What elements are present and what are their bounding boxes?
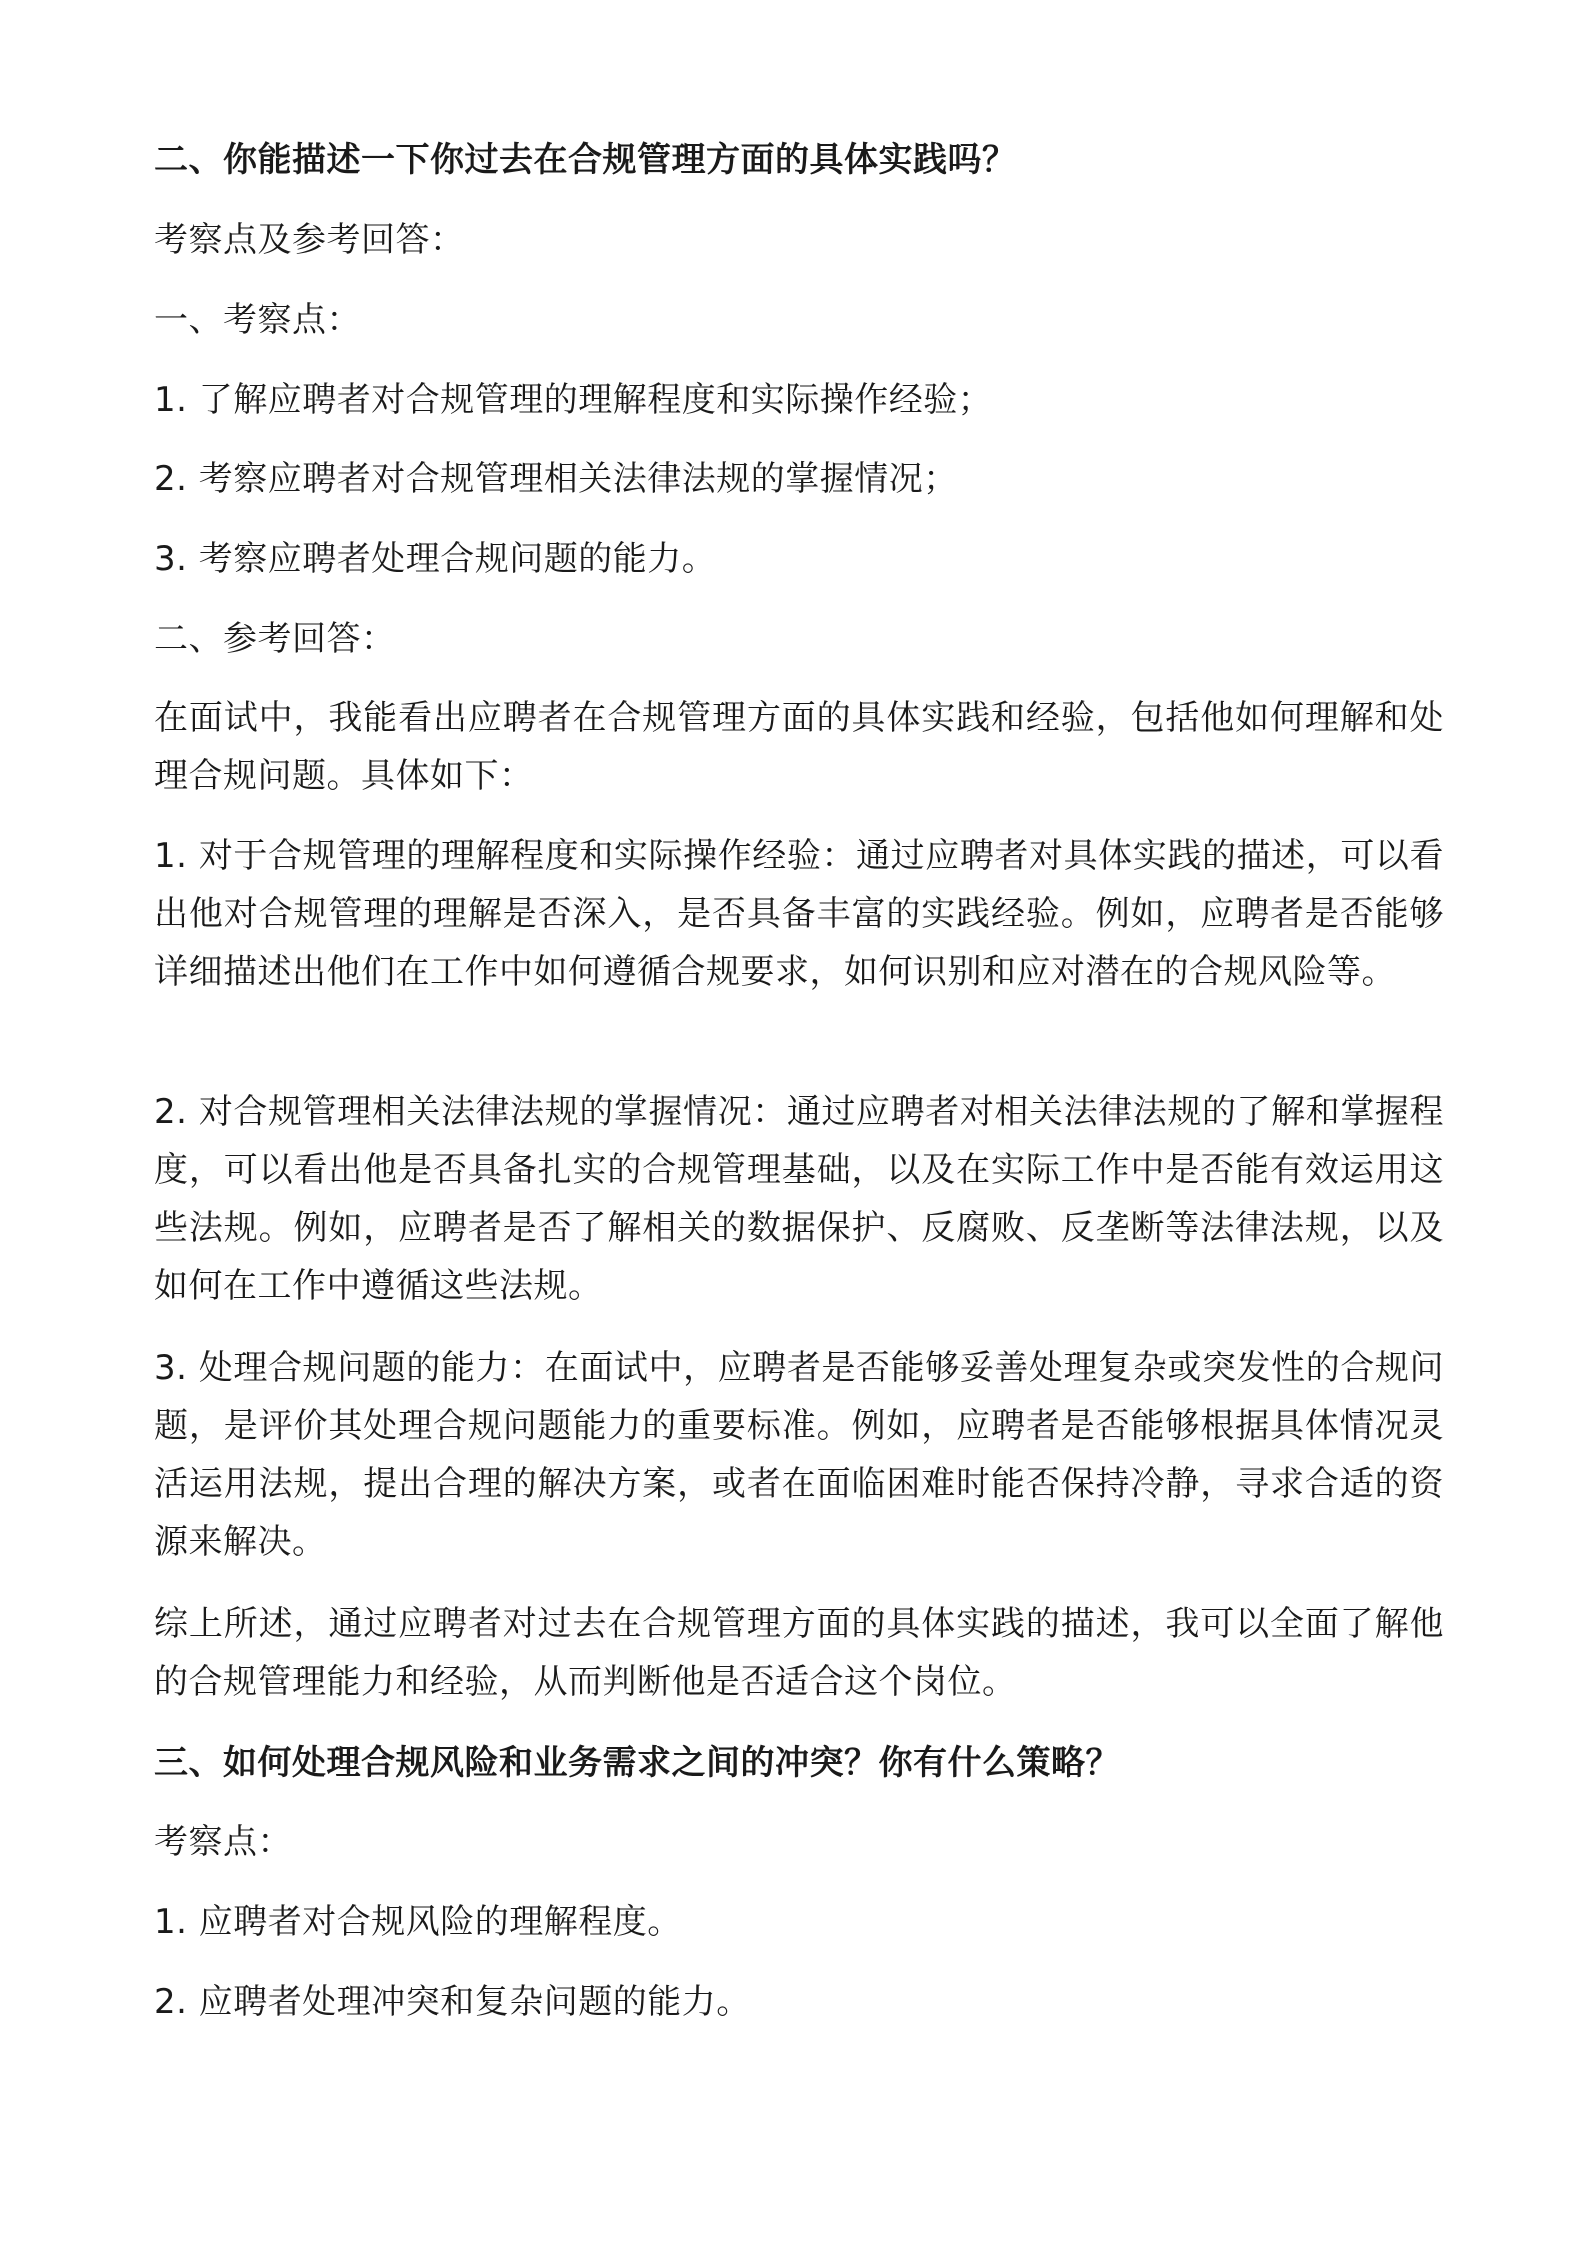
point-item-2: 2. 考察应聘者对合规管理相关法律法规的掌握情况； [154,459,958,499]
point-item-3: 3. 考察应聘者处理合规问题的能力。 [154,539,717,579]
answer-item-2: 2. 对合规管理相关法律法规的掌握情况：通过应聘者对相关法律法规的了解和掌握程度，可以看出他是否具备扎实的合规管理基础，以及在实际工作中是否能有效运用这些法规。例如，应聘者是否了解相关的数据保护、反腐败、反垄断等法律法规，以及如何在工作中遵循这些法规。 [154,1092,1444,1306]
subheading-reference-answer: 二、参考回答： [154,619,396,659]
answer-item-3: 3. 处理合规问题的能力：在面试中，应聘者是否能够妥善处理复杂或突发性的合规问题，是评价其处理合规问题能力的重要标准。例如，应聘者是否能够根据具体情况灵活运用法规，提出合理的解决方案，或者在面临困难时能否保持冷静，寻求合适的资源来解决。 [154,1348,1444,1562]
summary-paragraph: 综上所述，通过应聘者对过去在合规管理方面的具体实践的描述，我可以全面了解他的合规管理能力和经验，从而判断他是否适合这个岗位。 [154,1604,1444,1702]
subheading-points: 一、考察点： [154,300,361,340]
answer-intro-paragraph: 在面试中，我能看出应聘者在合规管理方面的具体实践和经验，包括他如何理解和处理合规问题。具体如下： [154,698,1444,796]
heading-question-3: 三、如何处理合规风险和业务需求之间的冲突？你有什么策略？ [154,1743,1120,1783]
q3-point-item-1: 1. 应聘者对合规风险的理解程度。 [154,1902,682,1942]
section-label-points: 考察点： [154,1822,292,1862]
answer-item-1: 1. 对于合规管理的理解程度和实际操作经验：通过应聘者对具体实践的描述，可以看出他对合规管理的理解是否深入，是否具备丰富的实践经验。例如，应聘者是否能够详细描述出他们在工作中如何遵循合规要求，如何识别和应对潜在的合规风险等。 [154,836,1444,992]
q3-point-item-2: 2. 应聘者处理冲突和复杂问题的能力。 [154,1982,751,2022]
section-label-points-and-answer: 考察点及参考回答： [154,220,465,260]
heading-question-2: 二、你能描述一下你过去在合规管理方面的具体实践吗？ [154,140,1017,180]
point-item-1: 1. 了解应聘者对合规管理的理解程度和实际操作经验； [154,380,993,420]
